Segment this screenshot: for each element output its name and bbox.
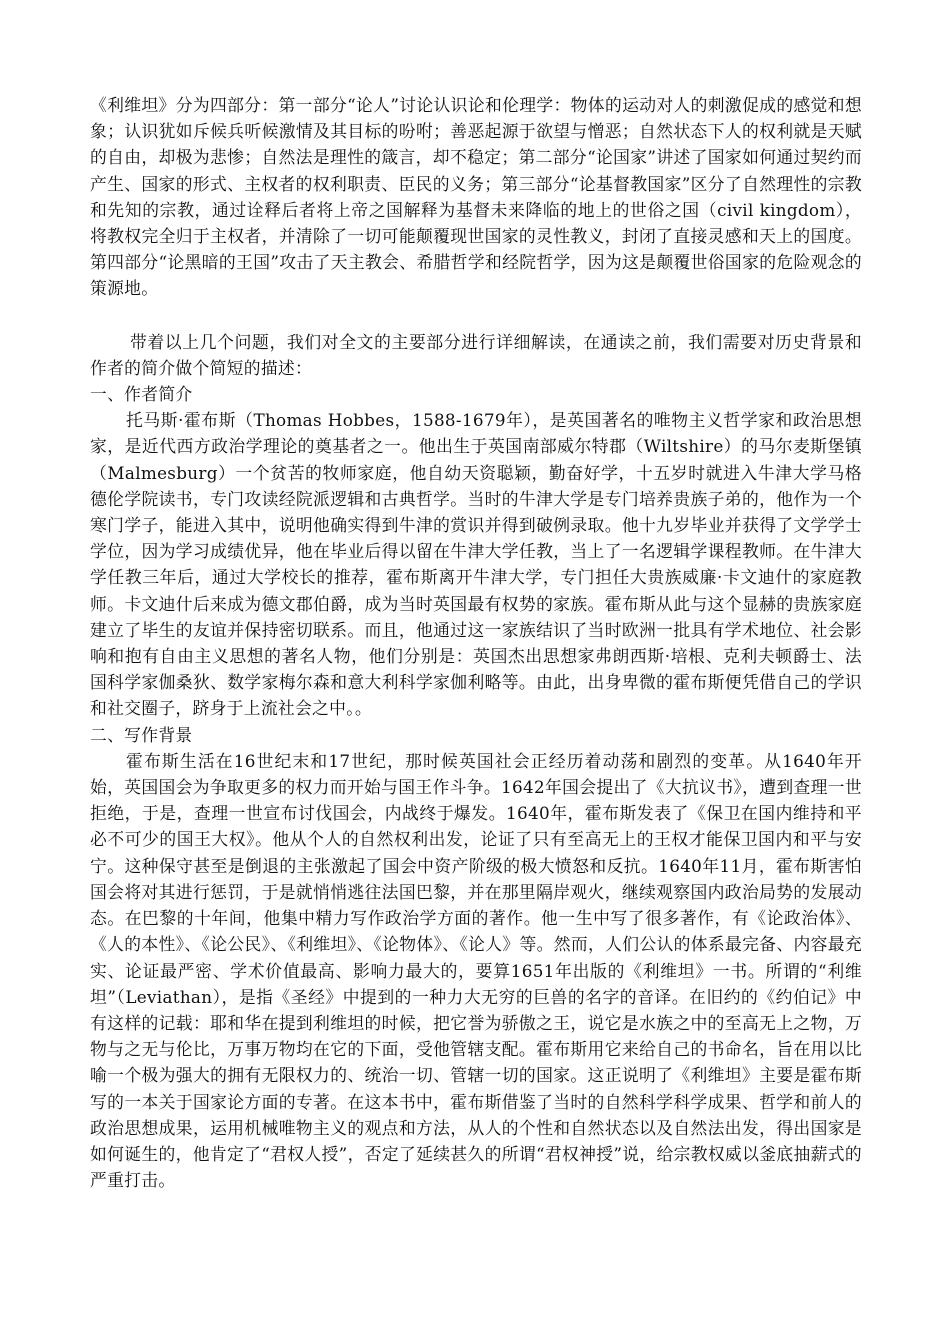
intro-paragraph: 《利维坦》分为四部分：第一部分“论人”讨论认识论和伦理学：物体的运动对人的刺激促成的感觉和想象；认识犹如斥候兵听候激情及其目标的吩咐；善恶起源于欲望与憎恶；自然状态下人的权利就是天赋的自由，却极为悲惨；自然法是理性的箴言，却不稳定；第二部分“论国家”讲述了国家如何通过契约而产生、国家的形式、主权者的权利职责、臣民的义务；第三部分“论基督教国家”区分了自然理性的宗教和先知的宗教，通过诠释后者将上帝之国解释为基督未来降临的地上的世俗之国（civil kingdom），将教权完全归于主权者，并清除了一切可能颠覆现世国家的灵性教义，封闭了直接灵感和天上的国度。第四部分“论黑暗的王国”攻击了天主教会、希腊哲学和经院哲学，因为这是颠覆世俗国家的危险观念的策源地。 bbox=[90, 95, 862, 299]
section-heading-background: 二、写作背景 bbox=[90, 724, 193, 745]
document-page bbox=[90, 92, 862, 1193]
transition-paragraph: 带着以上几个问题，我们对全文的主要部分进行详细解读，在通读之前，我们需要对历史背景和作者的简介做个简短的描述： bbox=[90, 331, 862, 378]
section-heading-author: 一、作者简介 bbox=[90, 384, 193, 405]
author-paragraph: 托马斯·霍布斯（Thomas Hobbes，1588-1679年），是英国著名的唯物主义哲学家和政治思想家，是近代西方政治学理论的奠基者之一。他出生于英国南部威尔特郡（Wiltshire）的马尔麦斯堡镇（Malmesburg）一个贫苦的牧师家庭，他自幼天资聪颖，勤奋好学，十五岁时就进入牛津大学马格德伦学院读书，专门攻读经院派逻辑和古典哲学。当时的牛津大学是专门培养贵族子弟的，他作为一个寒门学子，能进入其中，说明他确实得到牛津的赏识并得到破例录取。他十九岁毕业并获得了文学学士学位，因为学习成绩优异，他在毕业后得以留在牛津大学任教，当上了一名逻辑学课程教师。在牛津大学任教三年后，通过大学校长的推荐，霍布斯离开牛津大学，专门担任大贵族威廉·卡文迪什的家庭教师。卡文迪什后来成为德文郡伯爵，成为当时英国最有权势的家族。霍布斯从此与这个显赫的贵族家庭建立了毕生的友谊并保持密切联系。而且，他通过这一家族结识了当时欧洲一批具有学术地位、社会影响和抱有自由主义思想的著名人物，他们分别是：英国杰出思想家弗朗西斯·培根、克利夫顿爵士、法国科学家伽桑狄、数学家梅尔森和意大利科学家伽利略等。由此，出身卑微的霍布斯便凭借自己的学识和社交圈子，跻身于上流社会之中。。 bbox=[90, 410, 862, 719]
background-paragraph: 霍布斯生活在16世纪末和17世纪，那时候英国社会正经历着动荡和剧烈的变革。从1640年开始，英国国会为争取更多的权力而开始与国王作斗争。1642年国会提出了《大抗议书》，遭到查理一世拒绝，于是，查理一世宣布讨伐国会，内战终于爆发。1640年，霍布斯发表了《保卫在国内维持和平必不可少的国王大权》。他从个人的自然权利出发，论证了只有至高无上的王权才能保卫国内和平与安宁。这种保守甚至是倒退的主张激起了国会中资产阶级的极大愤怒和反抗。1640年11月，霍布斯害怕国会将对其进行惩罚，于是就悄悄逃往法国巴黎，并在那里隔岸观火，继续观察国内政治局势的发展动态。在巴黎的十年间，他集中精力写作政治学方面的著作。他一生中写了很多著作，有《论政治体》、《人的本性》、《论公民》、《利维坦》、《论物体》、《论人》等。然而，人们公认的体系最完备、内容最充实、论证最严密、学术价值最高、影响力最大的，要算1651年出版的《利维坦》一书。所谓的“利维坦”（Leviathan），是指《圣经》中提到的一种力大无穷的巨兽的名字的音译。在旧约的《约伯记》中有这样的记载：耶和华在提到利维坦的时候，把它誉为骄傲之王，说它是水族之中的至高无上之物，万物与之无与伦比，万事万物均在它的下面，受他管辖支配。霍布斯用它来给自己的书命名，旨在用以比喻一个极为强大的拥有无限权力的、统治一切、管辖一切的国家。这正说明了《利维坦》主要是霍布斯写的一本关于国家论方面的专著。在这本书中，霍布斯借鉴了当时的自然科学科学成果、哲学和前人的政治思想成果，运用机械唯物主义的观点和方法，从人的个性和自然状态以及自然法出发，得出国家是如何诞生的，他肯定了“君权人授”，否定了延续甚久的所谓“君权神授”说，给宗教权威以釜底抽薪式的严重打击。 bbox=[90, 750, 862, 1191]
